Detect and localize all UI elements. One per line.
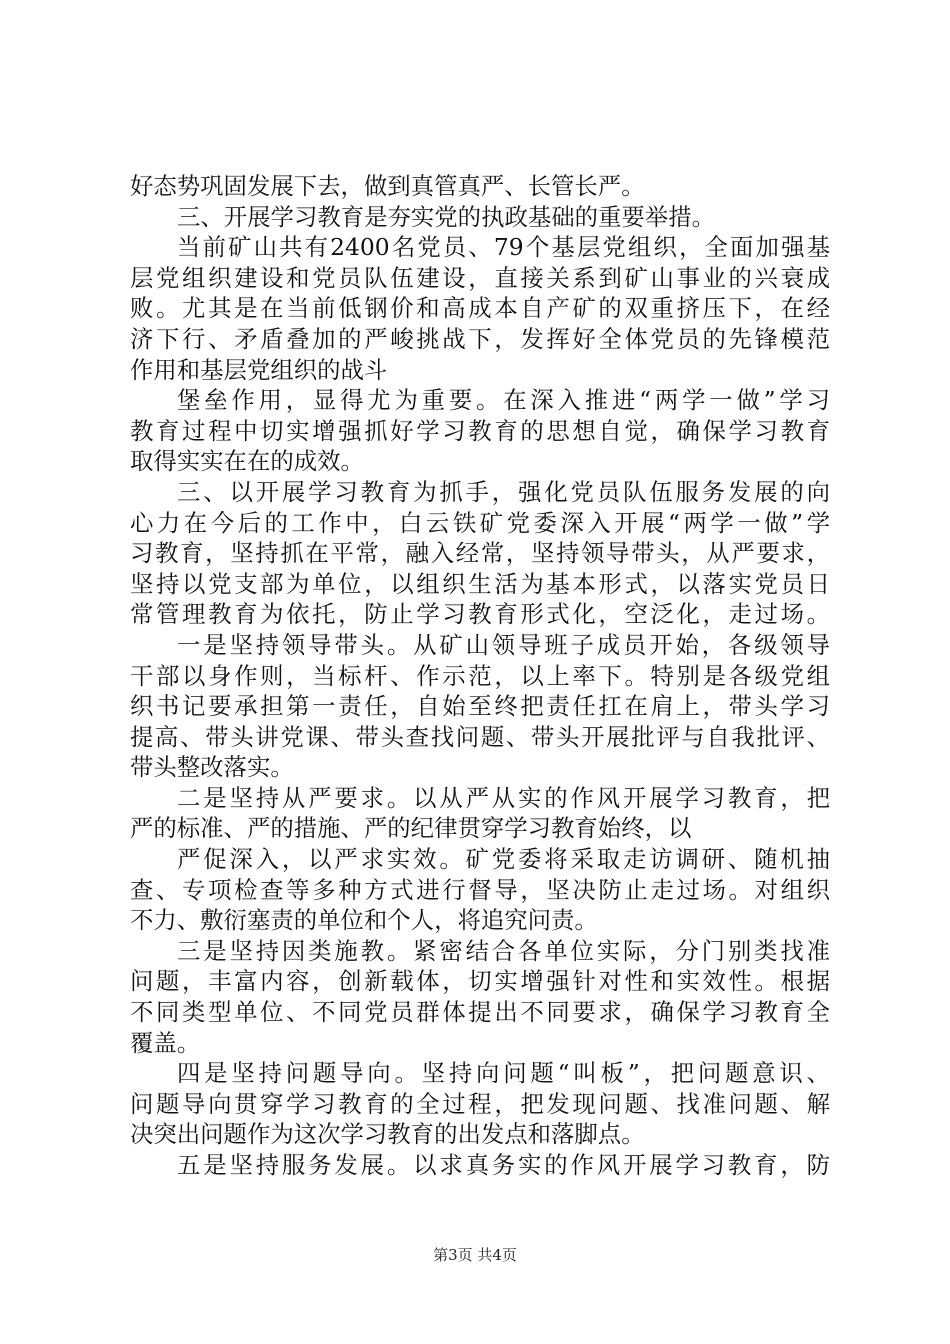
text-line: 织书记要承担第一责任，自始至终把责任扛在肩上，带头学习 xyxy=(130,692,830,721)
text-line: 济下行、矛盾叠加的严峻挑战下，发挥好全体党员的先锋模范 xyxy=(130,324,830,353)
text-line: 查、专项检查等多种方式进行督导，坚决防止走过场。对组织 xyxy=(130,875,830,904)
text-line: 干部以身作则，当标杆、作示范，以上率下。特别是各级党组 xyxy=(130,661,830,690)
text-line: 不力、敷衍塞责的单位和个人，将追究问责。 xyxy=(130,906,598,935)
text-line: 当前矿山共有2400名党员、79个基层党组织，全面加强基 xyxy=(177,233,830,262)
text-line: 好态势巩固发展下去，做到真管真严、长管长严。 xyxy=(130,172,645,200)
text-line: 心力在今后的工作中，白云铁矿党委深入开展“两学一做”学 xyxy=(130,508,830,537)
text-line: 三、以开展学习教育为抓手，强化党员队伍服务发展的向 xyxy=(177,477,830,506)
body-text xyxy=(130,171,830,1181)
text-line: 四是坚持问题导向。坚持向问题“叫板”，把问题意识、 xyxy=(177,1059,830,1088)
text-line: 三是坚持因类施教。紧密结合各单位实际，分门别类找准 xyxy=(177,936,830,965)
text-line: 带头整改落实。 xyxy=(130,753,294,782)
text-line: 五是坚持服务发展。以求真务实的作风开展学习教育，防 xyxy=(177,1151,830,1179)
text-line: 问题，丰富内容，创新载体，切实增强针对性和实效性。根据 xyxy=(130,967,830,996)
text-line: 提高、带头讲党课、带头查找问题、带头开展批评与自我批评、 xyxy=(130,722,830,751)
text-line: 常管理教育为依托，防止学习教育形式化，空泛化，走过场。 xyxy=(130,600,830,629)
text-line: 覆盖。 xyxy=(130,1028,201,1057)
text-line: 一是坚持领导带头。从矿山领导班子成员开始，各级领导 xyxy=(177,630,830,659)
text-line: 二是坚持从严要求。以从严从实的作风开展学习教育，把 xyxy=(177,783,830,812)
text-line: 习教育，坚持抓在平常，融入经常，坚持领导带头，从严要求， xyxy=(130,539,830,568)
text-line: 教育过程中切实增强抓好学习教育的思想自觉，确保学习教育 xyxy=(130,416,830,445)
text-line: 败。尤其是在当前低钢价和高成本自产矿的双重挤压下，在经 xyxy=(130,294,830,323)
text-line: 堡垒作用，显得尤为重要。在深入推进“两学一做”学习 xyxy=(177,386,830,415)
text-line: 取得实实在在的成效。 xyxy=(130,447,364,476)
text-line: 决突出问题作为这次学习教育的出发点和落脚点。 xyxy=(130,1120,645,1149)
text-line: 不同类型单位、不同党员群体提出不同要求，确保学习教育全 xyxy=(130,998,830,1027)
text-line: 问题导向贯穿学习教育的全过程，把发现问题、找准问题、解 xyxy=(130,1089,830,1118)
page-footer: 第3页 共4页 xyxy=(433,1246,517,1264)
text-line: 严促深入，以严求实效。矿党委将采取走访调研、随机抽 xyxy=(177,845,830,874)
text-line: 坚持以党支部为单位，以组织生活为基本形式，以落实党员日 xyxy=(130,569,830,598)
text-line: 作用和基层党组织的战斗 xyxy=(130,355,388,384)
text-line: 层党组织建设和党员队伍建设，直接关系到矿山事业的兴衰成 xyxy=(130,263,830,292)
text-line: 严的标准、严的措施、严的纪律贯穿学习教育始终，以 xyxy=(130,814,692,843)
text-line: 三、开展学习教育是夯实党的执政基础的重要举措。 xyxy=(177,202,715,231)
